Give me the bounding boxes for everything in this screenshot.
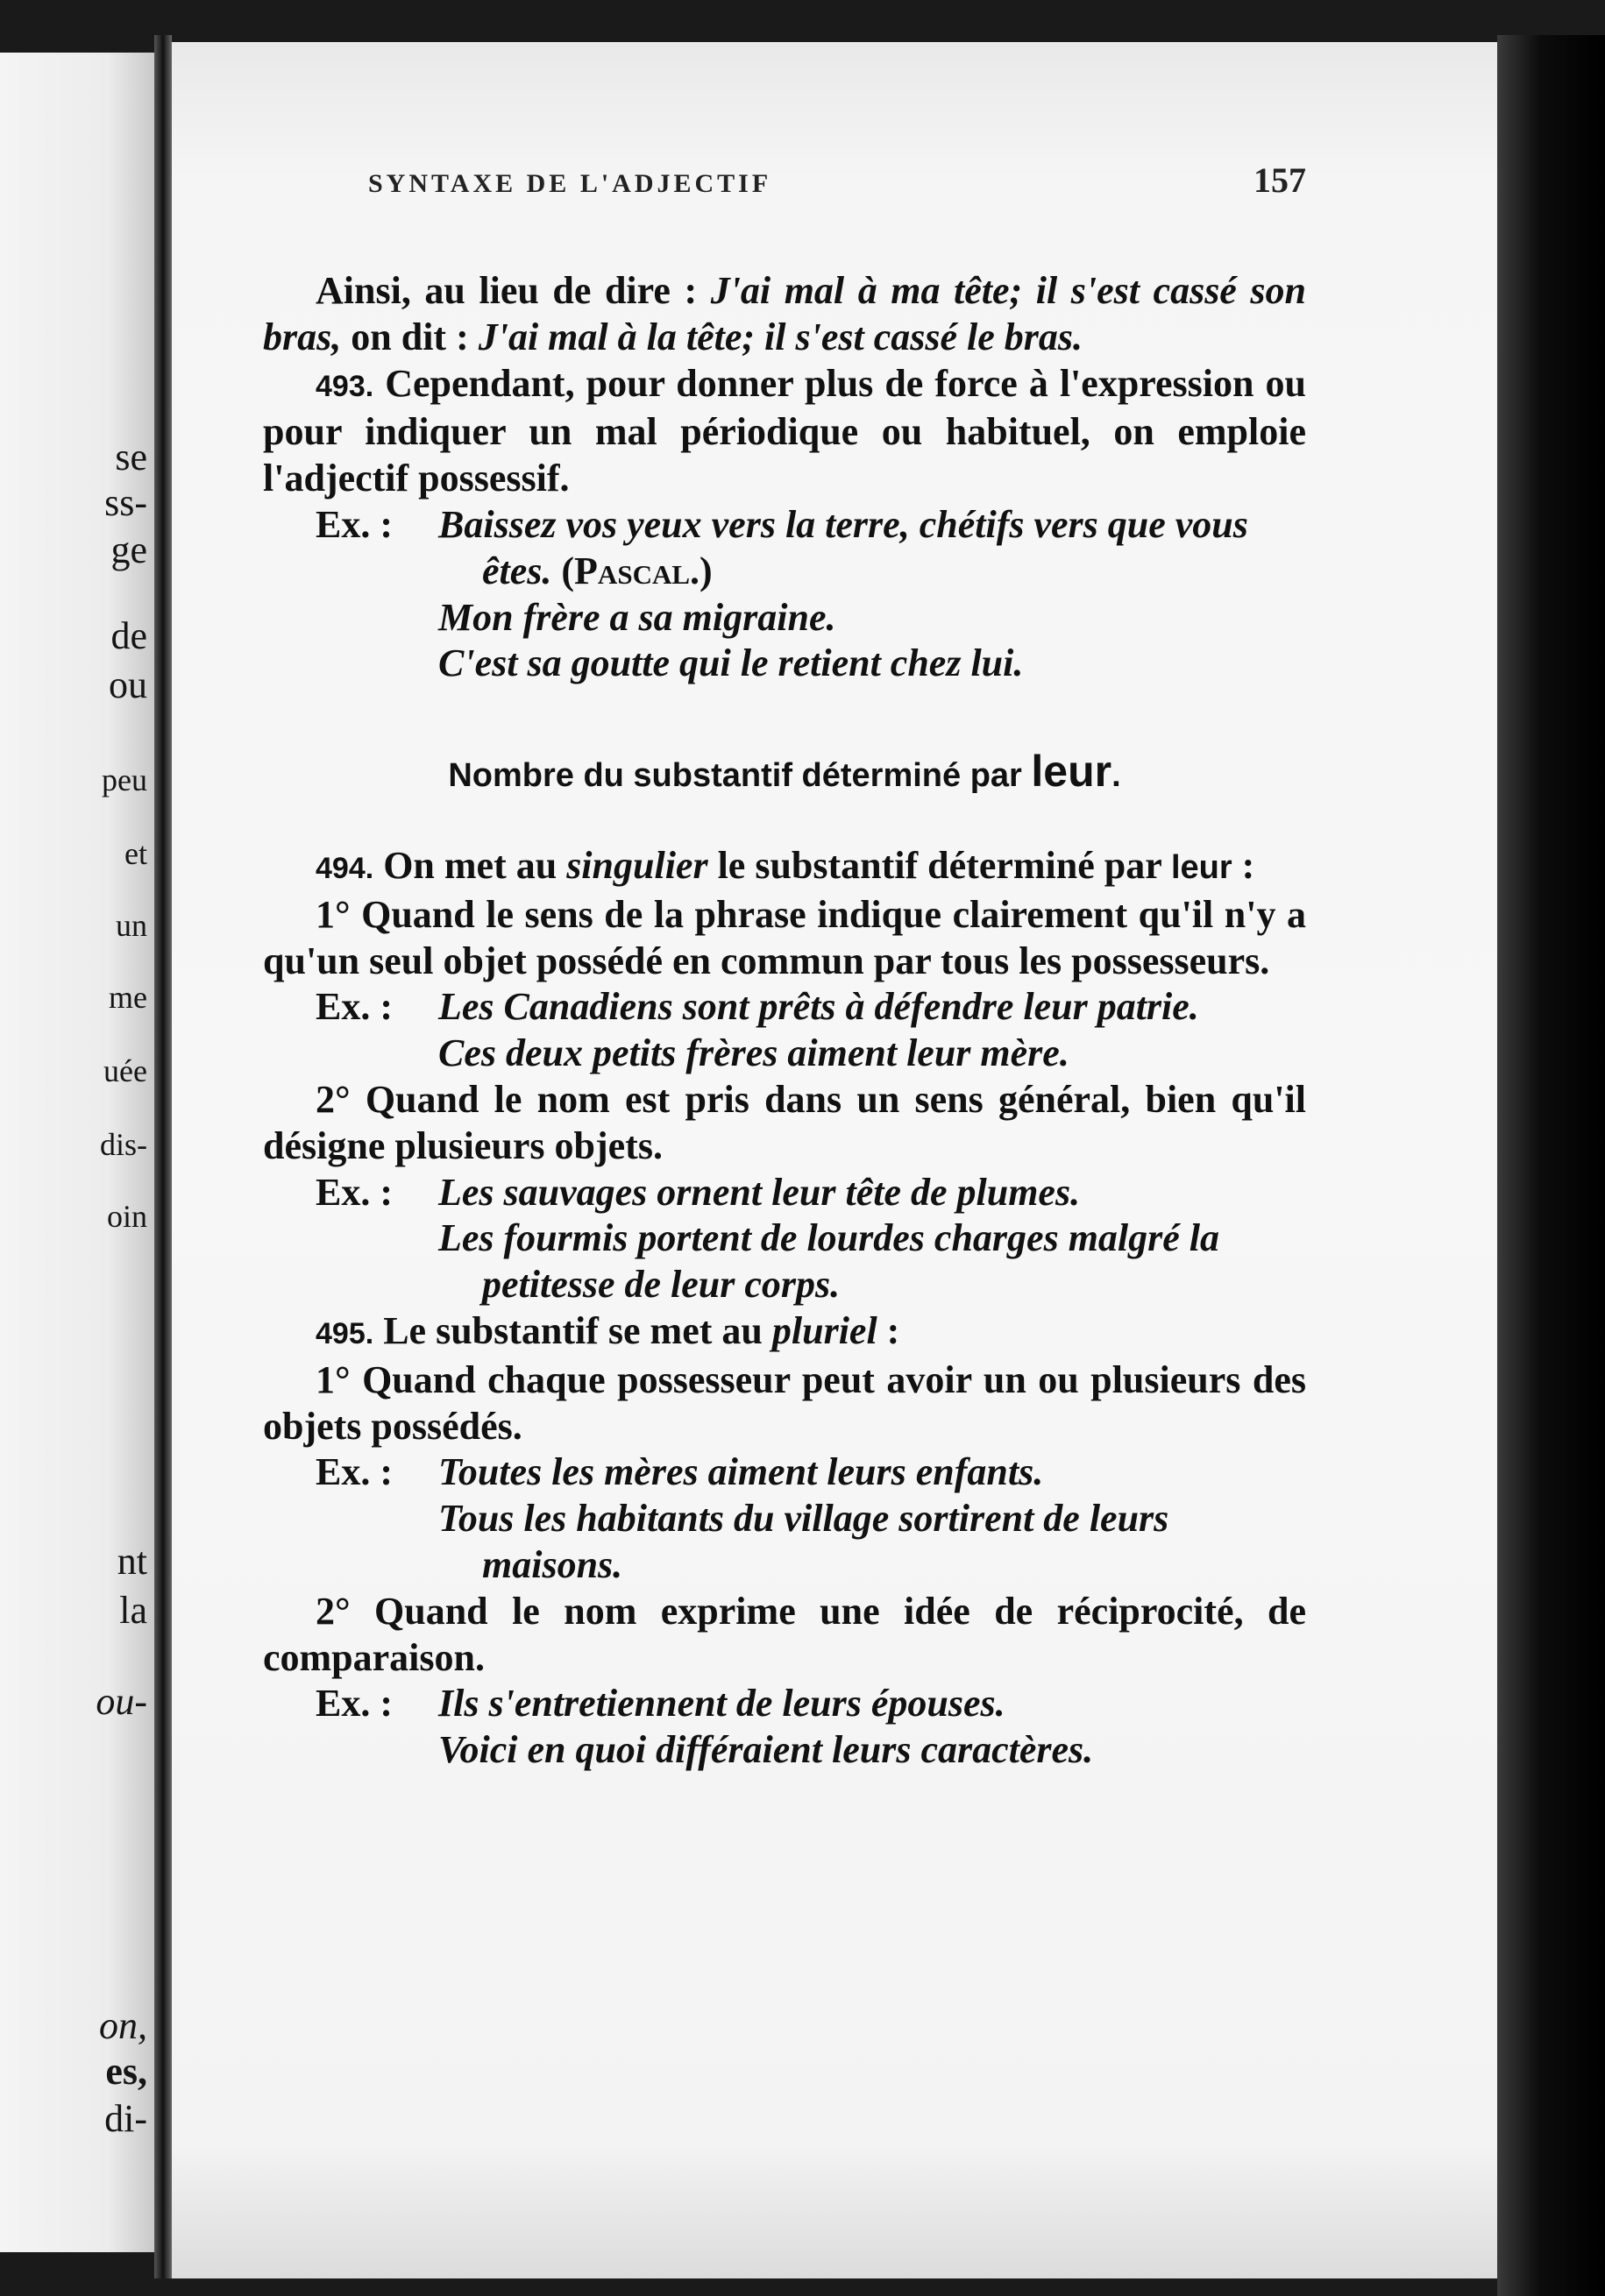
example-block (263, 984, 1306, 1077)
left-fragment: peu (102, 762, 147, 797)
example-label: Ex. : (316, 1170, 393, 1214)
example-block (263, 1449, 1306, 1588)
text-run: on dit : (341, 315, 479, 358)
example-block (263, 1170, 1306, 1308)
paragraph-495 (263, 1308, 1306, 1357)
paragraph-494 (263, 843, 1306, 892)
example-label: Ex. : (316, 985, 393, 1029)
left-fragment: de (110, 614, 147, 657)
left-fragment: nt (117, 1540, 147, 1583)
example-line: Ces deux petits frères aiment leur mère. (438, 1031, 1069, 1075)
left-fragment: et (124, 836, 147, 871)
paragraph-number: 493. (316, 369, 374, 403)
example-lines (438, 1170, 1306, 1308)
example-line (438, 502, 1306, 595)
text-run: Le substantif se met au (373, 1308, 772, 1352)
example-lines (438, 1449, 1306, 1588)
example-lines (438, 1681, 1306, 1774)
left-fragment: dis- (100, 1127, 147, 1162)
example-line: Toutes les mères aiment leurs enfants. (438, 1450, 1044, 1494)
example-line: Les Canadiens sont prêts à défendre leur patrie. (438, 985, 1199, 1029)
page-body (263, 268, 1306, 1774)
list-item-2: 2° Quand le nom est pris dans un sens général, bien qu'il désigne plusieurs objets. (263, 1077, 1306, 1167)
example-line: Les sauvages ornent leur tête de plumes. (438, 1170, 1081, 1214)
paragraph-number: 495. (316, 1316, 374, 1350)
italic-run: singulier (566, 843, 708, 887)
text-run: On met au (373, 843, 567, 887)
example-block (263, 1681, 1306, 1774)
left-fragment: la (119, 1589, 147, 1632)
left-page-edge (0, 53, 154, 2252)
example-label: Ex. : (316, 1450, 393, 1494)
keyword: leur (1170, 848, 1232, 886)
example-line: C'est sa goutte qui le retient chez lui. (438, 641, 1024, 685)
text-run: : (1232, 843, 1255, 887)
left-fragment: ss- (104, 481, 147, 524)
left-fragment: oin (106, 1199, 147, 1234)
left-fragment: di- (104, 2097, 147, 2140)
left-fragment: uée (103, 1053, 147, 1088)
section-keyword: leur (1031, 747, 1112, 797)
author-citation: (Pascal.) (561, 549, 713, 592)
paragraph-493 (263, 361, 1306, 502)
example-line: Ils s'entretiennent de leurs épouses. (438, 1682, 1005, 1726)
left-fragment: me (109, 980, 147, 1015)
italic-run: J'ai mal à ma tête; il s'est cassé son bras, (263, 269, 1306, 358)
example-line: Tous les habitants du village sortirent de leurs maisons. (438, 1497, 1169, 1586)
example-lines (438, 984, 1306, 1077)
text-run: le substantif déterminé par (707, 843, 1171, 887)
example-line: Les fourmis portent de lourdes charges malgré la petitesse de leur corps. (438, 1216, 1220, 1307)
paragraph-intro (263, 268, 1306, 361)
paragraph-number: 494. (316, 851, 374, 885)
italic-run: pluriel (771, 1308, 877, 1352)
left-fragment: es, (105, 2050, 147, 2093)
left-fragment: on, (99, 2004, 147, 2047)
italic-run: J'ai mal à la tête; il s'est cassé le bras. (478, 315, 1083, 358)
book-gutter (154, 35, 172, 2278)
example-lines (438, 502, 1306, 687)
text-run: Nombre du substantif déterminé par (448, 757, 1032, 795)
page-header (368, 159, 1306, 201)
left-fragment: ou (109, 663, 147, 706)
list-item-2: 2° Quand le nom exprime une idée de réciprocité, de comparaison. (263, 1589, 1306, 1679)
example-label: Ex. : (316, 1682, 393, 1726)
section-title (263, 748, 1306, 799)
text-run: Baissez vos yeux vers la terre, chétifs vers que vous êtes. (438, 502, 1248, 592)
left-fragment: se (115, 436, 147, 478)
example-line: Mon frère a sa migraine. (438, 595, 836, 639)
example-line: Voici en quoi différaient leurs caractères. (438, 1728, 1094, 1772)
running-head: SYNTAXE DE L'ADJECTIF (368, 169, 772, 198)
left-fragment: un (116, 908, 147, 943)
text-run: Cependant, pour donner plus de force à l'expression ou pour indiquer un mal périodique ou habituel, on emploie l'adjectif possessif. (263, 361, 1306, 500)
example-block (263, 502, 1306, 687)
left-fragment: ge (110, 528, 147, 571)
left-fragment: ou- (96, 1680, 147, 1723)
list-item-1: 1° Quand chaque possesseur peut avoir un ou plusieurs des objets possédés. (263, 1357, 1306, 1448)
page-number: 157 (1253, 160, 1306, 200)
text-run: Ainsi, au lieu de dire : (316, 269, 711, 312)
example-label: Ex. : (316, 502, 393, 546)
text-run: : (877, 1308, 900, 1352)
right-page-edge (1497, 35, 1605, 2296)
list-item-1: 1° Quand le sens de la phrase indique clairement qu'il n'y a qu'un seul objet possédé en commun par tous les possesseurs. (263, 892, 1306, 982)
text-run: . (1111, 757, 1121, 795)
